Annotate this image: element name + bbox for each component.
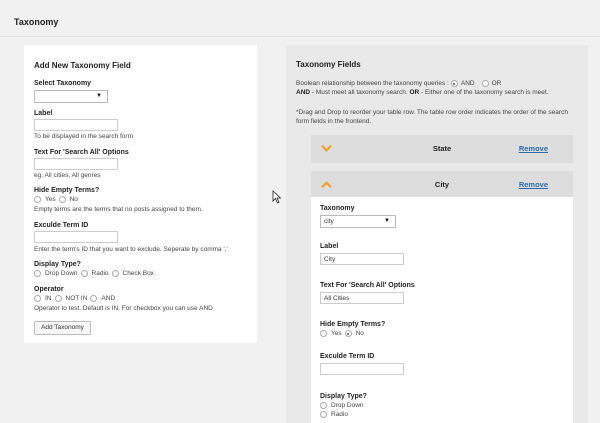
operator-help: Operator to test. Default is IN. For checkbox you can use AND [34, 305, 213, 312]
remove-state-link[interactable]: Remove [518, 144, 548, 153]
taxonomy-row-city[interactable] [311, 171, 573, 199]
page-title: Taxonomy [14, 17, 59, 27]
row-name-state: State [432, 144, 452, 153]
taxonomy-fields-title: Taxonomy Fields [296, 60, 361, 69]
boolean-help [296, 89, 549, 96]
dropdown-arrow-icon: ▼ [384, 218, 390, 224]
drag-help-line1: *Drag and Drop to reorder your table row. The table row order indicates the order of the search [296, 109, 568, 116]
city-display-type-label: Display Type? [320, 393, 367, 400]
boolean-or-label: OR [491, 80, 502, 87]
city-hide-empty-no-label: No [355, 330, 364, 337]
city-display-dropdown-label: Drop Down [331, 402, 364, 409]
select-taxonomy-dropdown[interactable] [34, 90, 108, 103]
hide-empty-yes-label: Yes [45, 196, 56, 203]
label-label: Label [34, 110, 53, 117]
and-term: AND [296, 89, 311, 96]
or-desc: - Either one of the taxonomy search is meet. [419, 89, 549, 96]
city-label-input[interactable]: City [320, 253, 404, 265]
operator-notin-radio[interactable] [55, 295, 62, 302]
operator-and-label: AND [101, 295, 116, 302]
remove-city-link[interactable]: Remove [518, 180, 548, 189]
operator-label: Operator [34, 286, 64, 293]
display-checkbox-radio[interactable] [112, 270, 119, 277]
operator-options [34, 295, 115, 302]
city-label-label: Label [320, 243, 339, 250]
city-search-all-label: Text For 'Search All' Options [320, 282, 415, 289]
city-hide-empty-options [320, 330, 364, 337]
display-type-label: Display Type? [34, 261, 81, 268]
add-taxonomy-panel [24, 45, 257, 343]
city-exclude-input[interactable] [320, 363, 404, 375]
hide-empty-no-radio[interactable] [59, 196, 66, 203]
drag-help-line2: form fields in the frontend. [296, 118, 372, 125]
display-dropdown-radio[interactable] [34, 270, 41, 277]
boolean-text: Boolean relationship between the taxonomy queries : [296, 80, 449, 87]
city-settings [311, 197, 573, 423]
search-all-input[interactable] [34, 158, 118, 170]
boolean-relationship [296, 80, 501, 87]
boolean-and-label: AND [460, 80, 475, 87]
exclude-label: Exculde Term ID [34, 222, 89, 229]
city-exclude-label: Exculde Term ID [320, 353, 375, 360]
operator-and-radio[interactable] [90, 295, 97, 302]
city-display-dropdown-radio[interactable] [320, 402, 327, 409]
search-all-help: eg. All cities, All genres [34, 172, 101, 179]
label-input[interactable] [34, 119, 118, 131]
add-taxonomy-title: Add New Taxonomy Field [34, 61, 131, 70]
label-help: To be displayed in the search form [34, 133, 133, 140]
city-hide-empty-no-radio[interactable] [345, 330, 352, 337]
display-type-options [34, 270, 154, 277]
city-hide-empty-yes-label: Yes [331, 330, 342, 337]
hide-empty-help: Empty terms are the terms that no posts assigned to them. [34, 206, 203, 213]
hide-empty-options [34, 196, 78, 203]
city-hide-empty-yes-radio[interactable] [320, 330, 327, 337]
city-taxonomy-dropdown[interactable] [320, 215, 396, 228]
header-divider [0, 36, 600, 37]
hide-empty-yes-radio[interactable] [34, 196, 41, 203]
operator-in-label: IN [45, 295, 52, 302]
exclude-input[interactable] [34, 231, 118, 243]
city-display-radio-label: Radio [331, 411, 348, 418]
hide-empty-label: Hide Empty Terms? [34, 187, 100, 194]
hide-empty-no-label: No [69, 196, 78, 203]
display-checkbox-label: Check Box [122, 270, 154, 277]
taxonomy-fields-panel [286, 45, 588, 423]
dropdown-arrow-icon: ▼ [96, 93, 102, 99]
city-taxonomy-label: Taxonomy [320, 205, 355, 212]
city-display-radio-radio[interactable] [320, 411, 327, 418]
boolean-or-radio[interactable] [482, 80, 489, 87]
display-radio-radio[interactable] [81, 270, 88, 277]
and-desc: - Must meet all taxonomy search. [310, 89, 410, 96]
city-display-dropdown-option [320, 402, 364, 409]
display-dropdown-label: Drop Down [45, 270, 78, 277]
search-all-label: Text For 'Search All' Options [34, 149, 129, 156]
or-term: OR [409, 89, 420, 96]
display-radio-label: Radio [91, 270, 109, 277]
select-taxonomy-label: Select Taxonomy [34, 80, 92, 87]
operator-in-radio[interactable] [34, 295, 41, 302]
city-display-radio-option [320, 411, 348, 418]
boolean-and-radio[interactable] [451, 80, 458, 87]
operator-notin-label: NOT IN [65, 295, 88, 302]
city-hide-empty-label: Hide Empty Terms? [320, 321, 386, 328]
city-search-all-input[interactable]: All Cities [320, 292, 404, 304]
add-taxonomy-button[interactable]: Add Taxonomy [34, 321, 91, 335]
mouse-cursor-icon [272, 190, 282, 204]
city-taxonomy-value: city [324, 218, 334, 225]
taxonomy-row-state[interactable] [311, 135, 573, 163]
exclude-help: Enter the term's ID that you want to exclude. Seperate by comma ',' [34, 246, 228, 253]
row-name-city: City [434, 180, 450, 189]
